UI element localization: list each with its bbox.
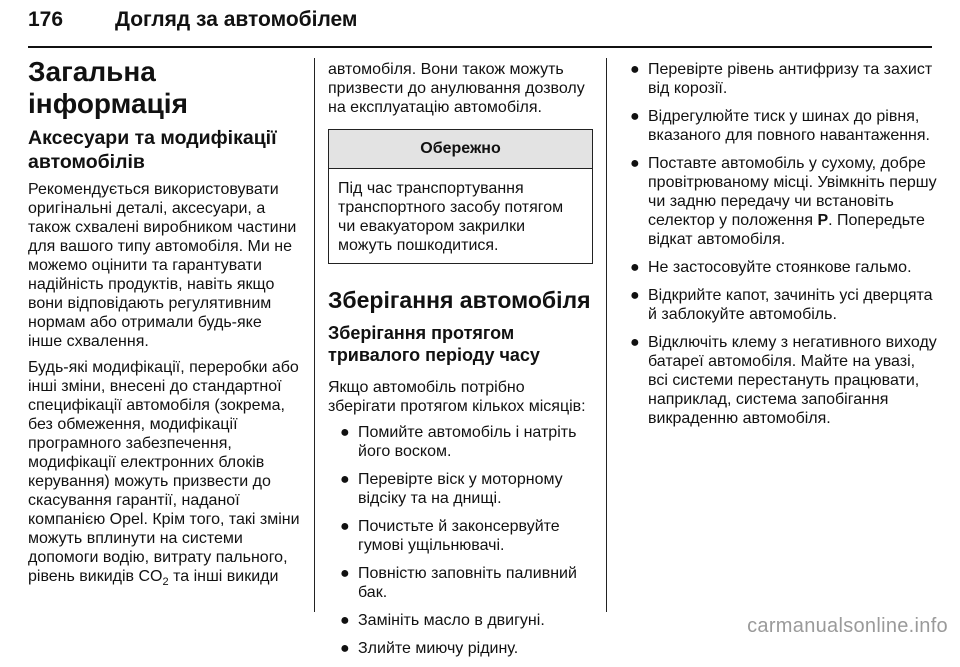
section-title-general: Загальна інформація [28, 56, 188, 119]
subsection-title-long-storage: Зберігання протягом тривалого періоду часу [328, 323, 540, 365]
bullet-icon: ● [630, 155, 640, 172]
paragraph-continued: автомобіля. Вони також можуть призвести до анулювання дозволу на експлуатацію автомобіля. [328, 61, 585, 116]
caution-text: Під час транспортування транспортного засобу потягом чи евакуатором закрилки можуть пошкодитися. [338, 180, 564, 254]
storage-list [328, 423, 593, 658]
paragraph-modifications [28, 358, 300, 589]
bullet-icon: ● [340, 424, 350, 441]
paragraph-modifications-end: та інші викиди [168, 568, 279, 585]
bullet-icon: ● [630, 334, 640, 351]
paragraph-modifications-text: Будь-які модифікації, переробки або інші зміни, внесені до стандартної специфікації автомобіля (зокрема, без обмеження, модифікації програмного забезпечення, модифікації електронних блоків керування) можуть призвести до скасування гарантії, наданої компанією Opel. Крім того, такі зміни можуть вплинути на системи допомоги водію, витрату пального, рівень викидів CO [28, 359, 300, 585]
list-item: ● Замініть масло в двигуні. [340, 612, 545, 629]
list-item: ● Злийте миючу рідину. [340, 640, 519, 657]
bullet-icon: ● [630, 61, 640, 78]
storage-list-continued [622, 60, 937, 428]
page-number: 176 [28, 8, 64, 31]
list-item: ● Відкрийте капот, зачиніть усі дверцята й заблокуйте автомобіль. [630, 287, 933, 323]
column-3 [622, 60, 937, 437]
bullet-icon: ● [340, 612, 350, 629]
list-item: ● Відключіть клему з негативного виходу батареї автомобіля. Майте на увазі, всі системи перестануть працювати, наприклад, система запобігання викраденню автомобіля. [630, 334, 937, 427]
column-2 [328, 60, 593, 667]
list-item: ● Перевірте віск у моторному відсіку та на днищі. [340, 471, 563, 507]
subsection-title-accessories: Аксесуари та модифікації автомобілів [28, 127, 277, 173]
list-item: ● Не застосовуйте стоянкове гальмо. [630, 259, 912, 276]
section-title-storage: Зберігання автомобіля [328, 287, 591, 313]
watermark: carmanualsonline.info [747, 615, 948, 637]
header-divider [28, 46, 932, 48]
list-item: ● Помийте автомобіль і натріть його воском. [340, 424, 577, 460]
list-item: ● Поставте автомобіль у сухому, добре провітрюваному місці. Увімкніть першу чи задню передачу чи встановіть селектор у положення P. Попередьте відкат автомобіля. [630, 155, 937, 248]
paragraph-accessories: Рекомендується використовувати оригінальні деталі, аксесуари, а також схвалені виробником частини для вашого типу автомобіля. Ми не можемо оцінити та гарантувати надійність продуктів, навіть якщо вони відповідають регулятивним нормам або отримали будь-яке інше схвалення. [28, 181, 297, 350]
page-header [28, 6, 932, 40]
bullet-icon: ● [340, 518, 350, 535]
gear-selector-p: P [817, 212, 829, 229]
caution-box [328, 129, 593, 264]
column-divider-2 [606, 58, 607, 612]
list-item: ● Повністю заповніть паливний бак. [340, 565, 577, 601]
bullet-icon: ● [340, 640, 350, 657]
bullet-icon: ● [340, 471, 350, 488]
storage-intro: Якщо автомобіль потрібно зберігати протягом кількох місяців: [328, 379, 586, 415]
list-item: ● Почистьте й законсервуйте гумові ущільнювачі. [340, 518, 560, 554]
bullet-icon: ● [630, 108, 640, 125]
co2-subscript: 2 [162, 576, 169, 589]
column-1 [28, 56, 300, 593]
chapter-title: Догляд за автомобілем [115, 8, 358, 31]
column-divider-1 [314, 58, 315, 612]
caution-title: Обережно [329, 130, 592, 169]
list-item: ● Відрегулюйте тиск у шинах до рівня, вказаного для повного навантаження. [630, 108, 930, 144]
bullet-icon: ● [630, 259, 640, 276]
bullet-icon: ● [340, 565, 350, 582]
list-item: ● Перевірте рівень антифризу та захист від корозії. [630, 61, 933, 97]
bullet-icon: ● [630, 287, 640, 304]
